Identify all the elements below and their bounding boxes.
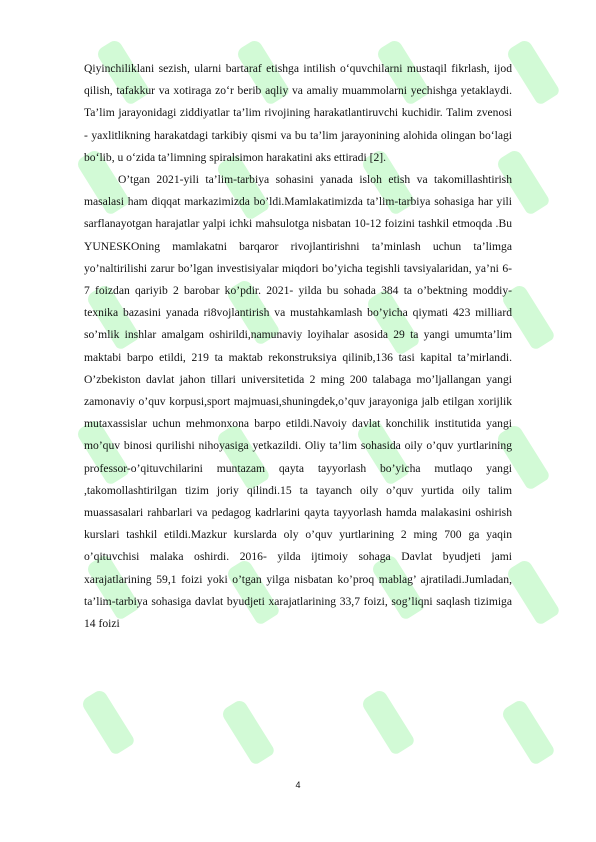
watermark-mark [360, 688, 416, 756]
paragraph-1: Qiyinchiliklani sezish, ularni bartaraf etishga intilish o‘quvchilarni mustaqil fikrlash, ijod qilish, tafakkur va xotiraga zo‘r berib aqliy va amaliy muammolarni yechishga yetaklaydi. Ta’lim jarayonidagi ziddiyatlar ta’lim rivojining harakatlantiruvchi kuchidir. Talim zvenosi - yaxlitlikning harakatdagi tarkibiy qismi va bu ta’lim jarayonining alohida olingan bo‘lagi bo‘lib, u o‘zida ta’limning spiralsimon harakatini aks ettiradi [2]. [84, 62, 512, 164]
watermark-mark [505, 558, 561, 626]
watermark-mark [505, 38, 561, 106]
watermark-mark [500, 698, 556, 766]
body-text [84, 58, 512, 635]
paragraph-2: O’tgan 2021-yili ta’lim-tarbiya sohasini yanada isloh etish va takomillashtirish masalasi ham diqqat markazimizda bo’ldi.Mamlakatimizda ta’lim-tarbiya sohasiga har yili sarflanayotgan harajatlar yalpi ichki mahsulotga nisbatan 10-12 foizini tashkil etmoqda .Bu YUNESKOning mamlakatni barqaror rivojlantirishni ta’minlash uchun ta’limga yo’naltirilishi zarur bo’lgan investisiyalar miqdori bo’yicha tegishli tavsiyalaridan, ya’ni 6-7 foizdan qariyib 2 barobar ko’pdir. 2021- yilda bu sohada 384 ta o’bektning moddiy-texnika bazasini yanada ri8vojlantirish va mustahkamlash bo’yicha qiymati 423 milliard so’mlik inshlar amalgam oshirildi,namunaviy loyihalar asosida 29 ta yangi umumta’lim maktabi barpo etildi, 219 ta maktab rekonstruksiya qilinib,136 tasi kapital ta’mirlandi. O’zbekiston davlat jahon tillari universitetida 2 ming 200 talabaga mo’ljallangan yangi zamonaviy o’quv korpusi,sport majmuasi,shuningdek,o’quv jarayoniga jalb etilgan xorijlik mutaxassislar uchun mehmonxona barpo etildi.Navoiy davlat konchilik institutida yangi mo’quv binosi qurilishi nihoyasiga yetkazildi. Oliy ta’lim sohasida oily o’quv yurtlarining professor-o’qituvchilarini muntazam qayta tayyorlash bo’yicha mutlaqo yangi ,takomollashtirilgan tizim joriy qilindi.15 ta tayanch oily o’quv yurtida oily talim muassasalari rahbarlari va pedagog kadrlarini qayta tayyorlash hamda malakasini oshirish kurslari tashkil etildi.Mazkur kurslarda oly o’quv yurtlarining 2 ming 700 ga yaqin o’qituvchisi malaka oshirdi. 2016- yilda ijtimoiy sohaga Davlat byudjeti jami xarajatlarining 59,1 foizi yoki o’tgan yilga nisbatan ko’proq mablag’ ajratiladi.Jumladan, ta’lim-tarbiya sohasiga davlat byudjeti xarajatlarining 33,7 foizi, sog’liqni saqlash tizimiga 14 foizi [84, 173, 512, 631]
page-number: 4 [295, 780, 301, 790]
watermark-mark [80, 688, 136, 756]
watermark-mark [220, 698, 276, 766]
